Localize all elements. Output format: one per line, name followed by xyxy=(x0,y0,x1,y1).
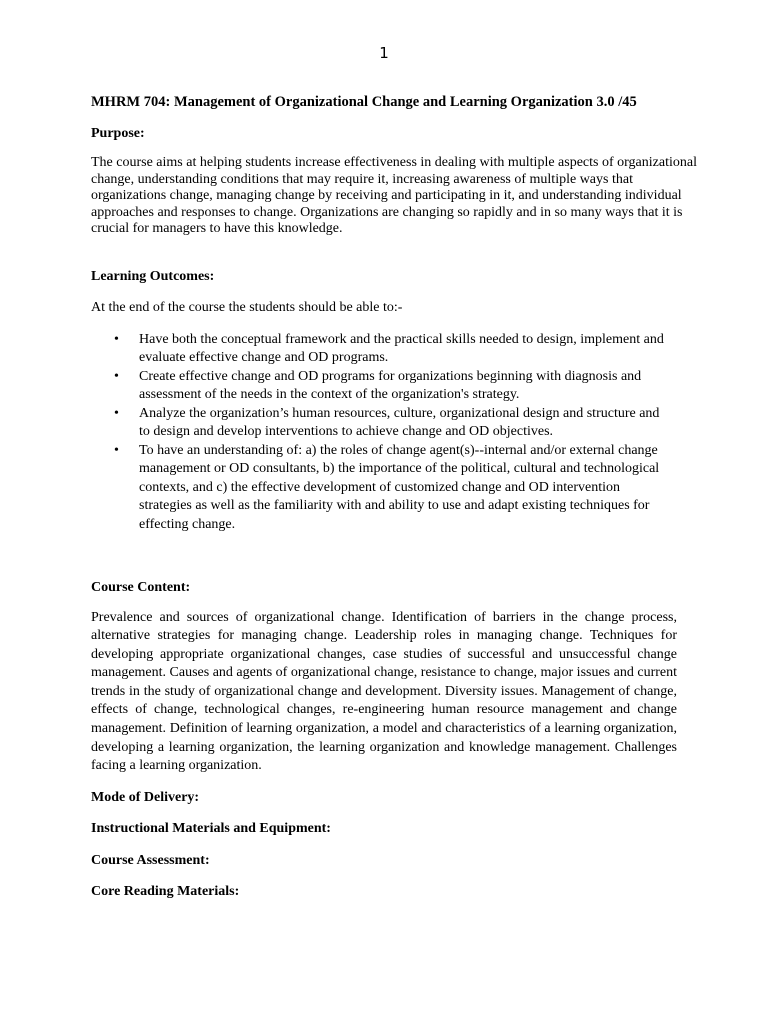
list-item-text: Have both the conceptual framework and the practical skills needed to design, implement and evaluate effective change and OD programs. xyxy=(139,331,664,365)
list-item-text: Analyze the organization’s human resources, culture, organizational design and structure and to design and develop interventions to achieve change and OD objectives. xyxy=(139,405,660,439)
learning-outcomes-list xyxy=(91,331,671,535)
purpose-text: The course aims at helping students increase effectiveness in dealing with multiple aspects of organizational change, understanding conditions that may require it, increasing awareness of multiple ways that organizations change, managing change by receiving and participating in it, and understanding individual approaches and responses to change. Organizations are changing so rapidly and in so many ways that it is crucial for managers to have this knowledge. xyxy=(91,155,697,236)
core-reading-heading: Core Reading Materials: xyxy=(91,884,240,900)
bullet-icon: • xyxy=(114,331,119,347)
page-number: 1 xyxy=(379,44,389,62)
course-title: MHRM 704: Management of Organizational Change and Learning Organization 3.0 /45 xyxy=(91,94,637,110)
course-content-text: Prevalence and sources of organizational change. Identification of barriers in the change process, alternative strategies for managing change. Leadership roles in managing change. Techniques for developing appropriate organizational changes, case studies of successful and unsuccessful change management. Causes and agents of organizational change, resistance to change, major issues and current trends in the study of organizational change and development. Diversity issues. Management of change, effects of change, technological changes, re-engineering human resource management and change management. Definition of learning organization, a model and characteristics of a learning organization, developing a learning organization, the learning organization and knowledge management. Challenges facing a learning organization. xyxy=(91,609,677,774)
bullet-icon: • xyxy=(114,442,119,458)
list-item xyxy=(91,442,671,535)
list-item xyxy=(91,331,671,368)
bullet-icon: • xyxy=(114,405,119,421)
bullet-icon: • xyxy=(114,368,119,384)
list-item-text: Create effective change and OD programs for organizations beginning with diagnosis and assessment of the needs in the context of the organization's strategy. xyxy=(139,368,642,402)
list-item xyxy=(91,368,671,405)
list-item xyxy=(91,405,671,442)
list-item-text: To have an understanding of: a) the roles of change agent(s)--internal and/or external change management or OD consultants, b) the importance of the political, cultural and technological contexts, and c) the effective development of customized change and OD intervention strategies as well as the familiarity with and ability to use and adapt existing techniques for effecting change. xyxy=(139,442,660,532)
instructional-materials-heading: Instructional Materials and Equipment: xyxy=(91,821,331,837)
course-assessment-heading: Course Assessment: xyxy=(91,852,210,868)
document-body xyxy=(91,94,711,901)
purpose-heading: Purpose: xyxy=(91,125,145,141)
learning-outcomes-intro: At the end of the course the students should be able to:- xyxy=(91,300,403,315)
learning-outcomes-heading: Learning Outcomes: xyxy=(91,268,215,284)
course-content-heading: Course Content: xyxy=(91,580,191,595)
mode-of-delivery-heading: Mode of Delivery: xyxy=(91,789,200,805)
